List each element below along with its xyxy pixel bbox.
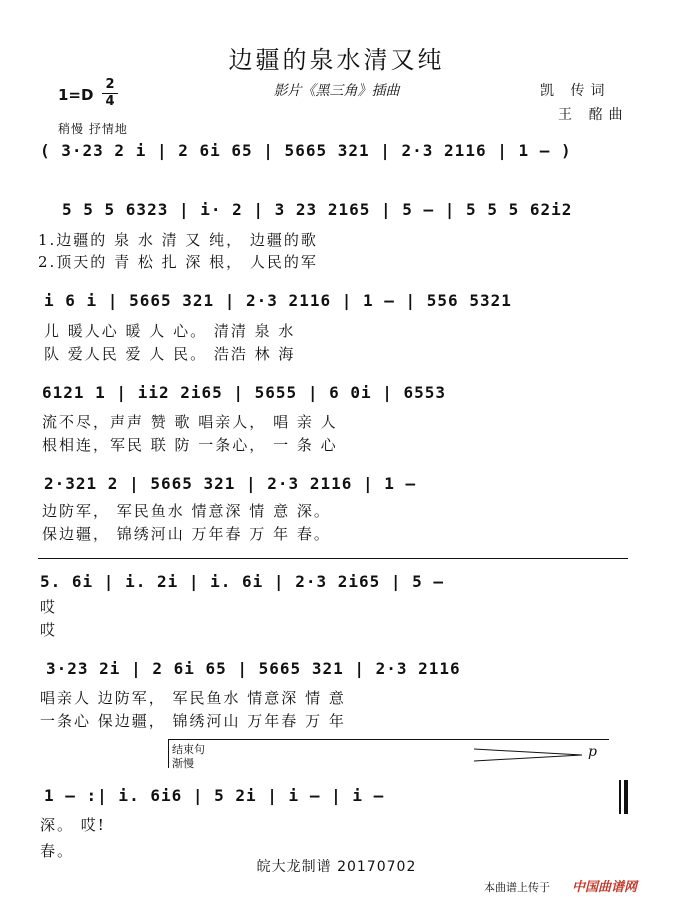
upload-note: 本曲谱上传于 xyxy=(484,881,550,894)
final-barline xyxy=(624,780,628,814)
lyric-verse2-line1: 2.顶天的 青 松 扎 深 根， 人民的军 xyxy=(38,253,318,271)
score-footer: 皖大龙制谱 20170702 xyxy=(256,859,417,875)
time-top: 2 xyxy=(105,77,115,92)
lyric-verse1-line5: 唱亲人 边防军， 军民鱼水 情意深 情 意 xyxy=(40,689,346,707)
lyricist-credit: 凯 传词 xyxy=(540,83,611,99)
site-logo: 中国曲谱网 xyxy=(572,880,638,895)
lyric-verse2-line4: 保边疆， 锦绣河山 万年春 万 年 春。 xyxy=(42,525,331,543)
lyric-verse2-line2: 队 爱人民 爱 人 民。 浩浩 林 海 xyxy=(44,345,296,363)
composer-credit: 王 酩曲 xyxy=(558,107,629,123)
score-system-6: 5. 6i | i. 2i | i. 6i | 2·3 2i65 | 5 – xyxy=(40,572,445,591)
lyric-verse1-line2: 儿 暖人心 暖 人 心。 清清 泉 水 xyxy=(44,322,296,340)
lyric-final-2: 春。 xyxy=(40,842,75,860)
score-system-2: 5 5 5 6323 | i· 2 | 3 23 2165 | 5 – | 5 5 5 62i2 xyxy=(62,200,573,219)
time-bottom: 4 xyxy=(105,94,115,109)
dynamic-piano: p xyxy=(588,744,597,760)
lyric-final-1: 深。 哎! xyxy=(40,816,106,834)
ending-label: 结束句 xyxy=(172,743,205,756)
score-system-3: i 6 i | 5665 321 | 2·3 2116 | 1 – | 556 5321 xyxy=(44,291,512,310)
decrescendo-hairpin xyxy=(474,748,584,762)
score-system-1: ( 3·23 2 i | 2 6i 65 | 5665 321 | 2·3 2116 | 1 – ) xyxy=(40,141,572,160)
lyric-verse1-line4: 边防军， 军民鱼水 情意深 情 意 深。 xyxy=(42,502,331,520)
score-system-5: 2·321 2 | 5665 321 | 2·3 2116 | 1 – xyxy=(44,474,417,493)
song-title: 边疆的泉水清又纯 xyxy=(228,46,445,74)
score-system-7: 3·23 2i | 2 6i 65 | 5665 321 | 2·3 2116 xyxy=(46,659,461,678)
lyric-hai-1: 哎 xyxy=(40,598,58,616)
song-subtitle: 影片《黑三角》插曲 xyxy=(273,83,400,99)
lyric-verse2-line3: 根相连，军民 联 防 一条心， 一 条 心 xyxy=(42,436,338,454)
score-system-4: 6121 1 | ii2 2i65 | 5655 | 6 0i | 6553 xyxy=(42,383,447,402)
lyric-verse2-line5: 一条心 保边疆， 锦绣河山 万年春 万 年 xyxy=(40,712,346,730)
lyric-hai-2: 哎 xyxy=(40,621,58,639)
key-signature: 1=D xyxy=(58,86,94,104)
lyric-verse1-line3: 流不尽，声声 赞 歌 唱亲人， 唱 亲 人 xyxy=(42,413,338,431)
lyric-verse1-line1: 1.边疆的 泉 水 清 又 纯， 边疆的歌 xyxy=(38,231,318,249)
tempo-marking: 稍慢 抒情地 xyxy=(58,122,128,136)
time-signature xyxy=(102,78,118,109)
score-system-8: 1 – :| i. 6i6 | 5 2i | i – | i – xyxy=(44,786,385,805)
final-thin-barline xyxy=(619,780,621,814)
system-6-top-rule xyxy=(38,558,628,559)
ending-tempo: 渐慢 xyxy=(172,757,194,770)
